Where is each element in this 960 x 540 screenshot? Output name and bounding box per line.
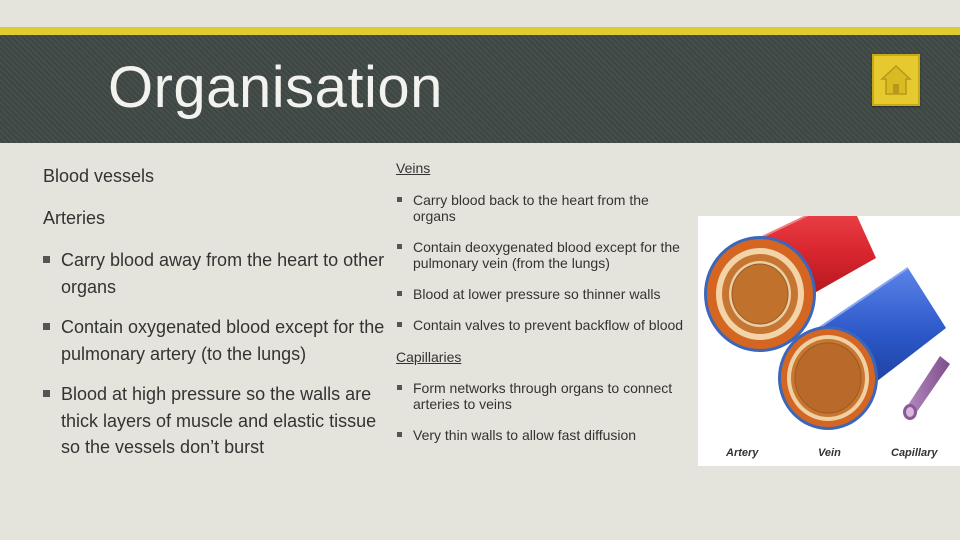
list-item: Carry blood back to the heart from the organs bbox=[396, 192, 686, 224]
home-icon bbox=[879, 63, 913, 97]
slide-title: Organisation bbox=[108, 55, 443, 120]
blood-vessels-heading: Blood vessels bbox=[43, 166, 155, 186]
arteries-heading: Arteries bbox=[43, 208, 106, 228]
list-item: Contain oxygenated blood except for the pulmonary artery (to the lungs) bbox=[43, 314, 388, 367]
capillaries-heading: Capillaries bbox=[396, 349, 462, 365]
list-item: Contain valves to prevent backflow of blood bbox=[396, 317, 686, 333]
veins-list bbox=[396, 192, 686, 333]
list-item: Form networks through organs to connect arteries to veins bbox=[396, 380, 686, 412]
list-item: Contain deoxygenated blood except for the pulmonary vein (from the lungs) bbox=[396, 239, 686, 271]
capillary-label: Capillary bbox=[891, 447, 938, 459]
home-button[interactable] bbox=[872, 54, 920, 106]
artery-label: Artery bbox=[726, 447, 759, 459]
vein-label: Vein bbox=[818, 447, 841, 459]
arteries-list bbox=[43, 247, 388, 475]
top-strip bbox=[0, 0, 960, 27]
capillaries-list bbox=[396, 380, 686, 443]
list-item: Carry blood away from the heart to other organs bbox=[43, 247, 388, 300]
list-item: Very thin walls to allow fast diffusion bbox=[396, 427, 686, 443]
veins-capillaries-column bbox=[396, 160, 686, 458]
list-item: Blood at lower pressure so thinner walls bbox=[396, 286, 686, 302]
list-item: Blood at high pressure so the walls are thick layers of muscle and elastic tissue so the vessels don’t burst bbox=[43, 381, 388, 461]
veins-heading: Veins bbox=[396, 160, 431, 176]
capillary-illustration bbox=[903, 356, 950, 420]
blood-vessel-diagram bbox=[698, 216, 960, 466]
accent-bar bbox=[0, 27, 960, 35]
vessel-illustration bbox=[698, 216, 960, 466]
